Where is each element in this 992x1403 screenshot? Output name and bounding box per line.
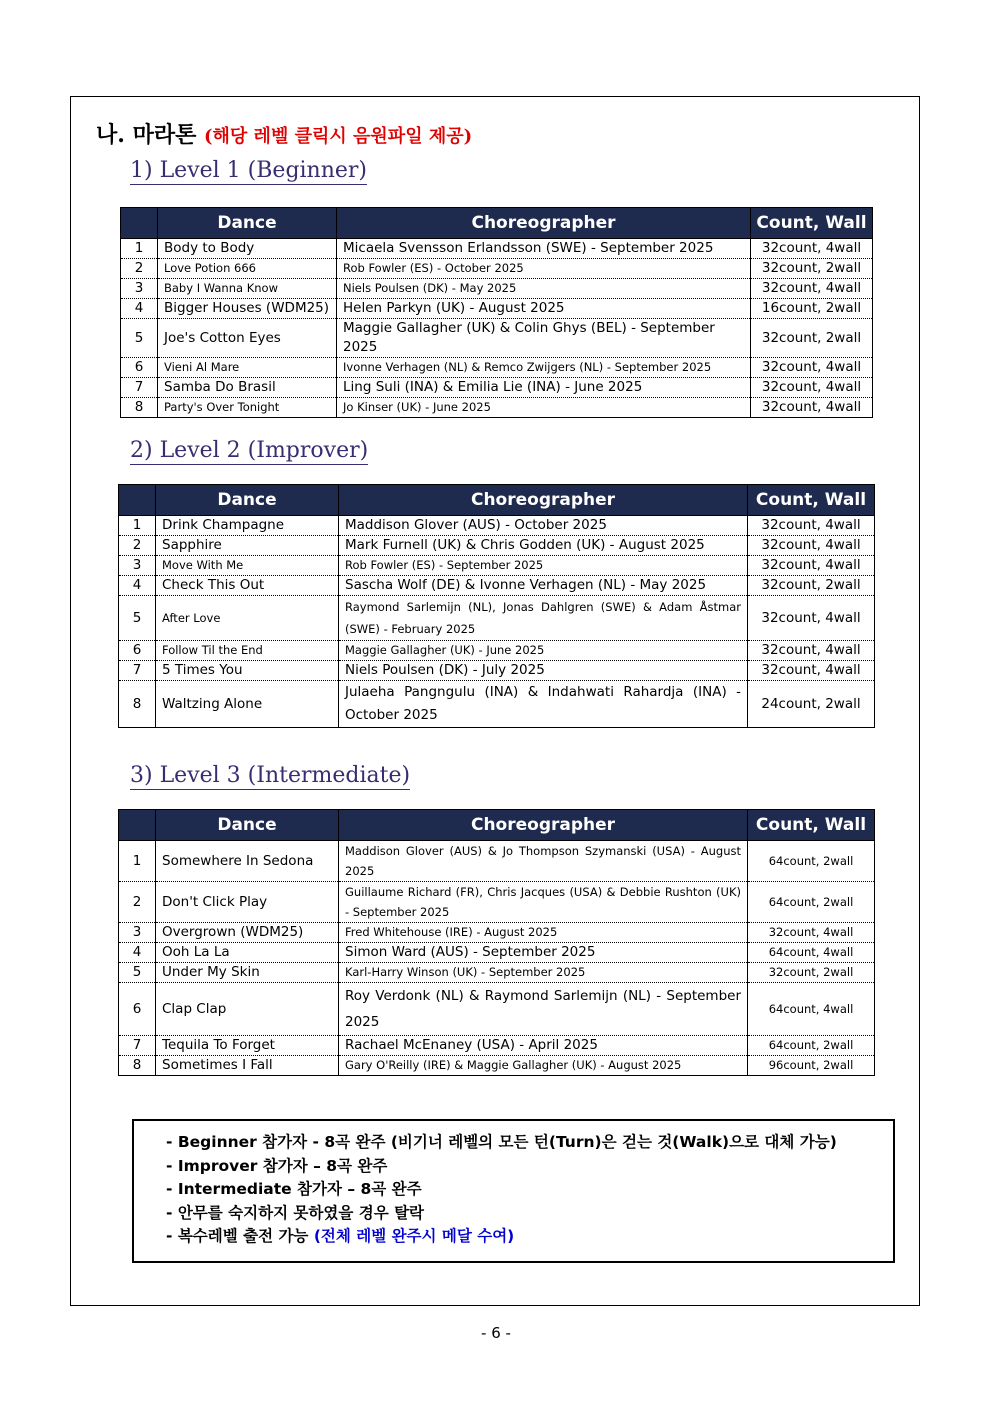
note-line-multi-level [166,1225,893,1249]
choreographer: Roy Verdonk (NL) & Raymond Sarlemijn (NL) - September 2025 [339,983,748,1036]
note-line-improver: - Improver 참가자 – 8곡 완주 [166,1156,388,1175]
count-wall: 64count, 4wall [748,983,875,1036]
level-2-link[interactable]: 2) Level 2 (Improver) [130,438,369,463]
dance-name: Overgrown (WDM25) [156,923,339,943]
row-number: 1 [119,516,156,536]
dance-name: Bigger Houses (WDM25) [158,299,337,319]
count-wall: 32count, 2wall [751,319,873,358]
row-number: 4 [119,576,156,596]
count-wall: 32count, 4wall [751,239,873,259]
row-number: 2 [119,882,156,923]
dance-name: Clap Clap [156,983,339,1036]
dance-name: Ooh La La [156,943,339,963]
table-row [119,681,875,728]
col-no [119,485,156,516]
choreographer: Guillaume Richard (FR), Chris Jacques (USA) & Debbie Rushton (UK) - September 2025 [339,882,748,923]
level-1-link[interactable]: 1) Level 1 (Beginner) [130,158,368,183]
table-row [119,596,875,641]
choreographer: Niels Poulsen (DK) - May 2025 [337,279,751,299]
choreographer: Mark Furnell (UK) & Chris Godden (UK) - August 2025 [339,536,748,556]
row-number: 6 [119,983,156,1036]
table-row [119,576,875,596]
col-dance: Dance [156,810,339,841]
table-row [121,378,873,398]
count-wall: 24count, 2wall [748,681,875,728]
dance-name: Move With Me [156,556,339,576]
row-number: 7 [121,378,158,398]
table-row [119,1056,875,1076]
row-number: 1 [121,239,158,259]
col-choreographer: Choreographer [339,485,748,516]
table-row [119,536,875,556]
choreographer: Julaeha Pangngulu (INA) & Indahwati Rahardja (INA) - October 2025 [339,681,748,728]
count-wall: 32count, 4wall [748,516,875,536]
row-number: 4 [121,299,158,319]
dance-name: Tequila To Forget [156,1036,339,1056]
dance-name: Love Potion 666 [158,259,337,279]
count-wall: 32count, 4wall [751,398,873,418]
row-number: 3 [119,556,156,576]
table-row [119,516,875,536]
col-choreographer: Choreographer [337,208,751,239]
dance-name: Waltzing Alone [156,681,339,728]
col-count-wall: Count, Wall [748,485,875,516]
choreographer: Maddison Glover (AUS) - October 2025 [339,516,748,536]
row-number: 8 [121,398,158,418]
row-number: 2 [119,536,156,556]
row-number: 6 [121,358,158,378]
table-row [121,319,873,358]
choreographer: Raymond Sarlemijn (NL), Jonas Dahlgren (SWE) & Adam Åstmar (SWE) - February 2025 [339,596,748,641]
page-number: - 6 - [481,1324,511,1342]
choreographer: Rob Fowler (ES) - October 2025 [337,259,751,279]
table-row [121,358,873,378]
choreographer: Ivonne Verhagen (NL) & Remco Zwijgers (NL) - September 2025 [337,358,751,378]
row-number: 3 [121,279,158,299]
table-row [119,983,875,1036]
level-3-table [118,809,875,1076]
heading-title: 나. 마라톤 [96,122,197,148]
table-row [119,661,875,681]
count-wall: 16count, 2wall [751,299,873,319]
count-wall: 32count, 4wall [748,661,875,681]
count-wall: 32count, 4wall [748,923,875,943]
heading-subtitle: (해당 레벨 클릭시 음원파일 제공) [204,126,473,147]
table-row [119,1036,875,1056]
choreographer: Fred Whitehouse (IRE) - August 2025 [339,923,748,943]
choreographer: Helen Parkyn (UK) - August 2025 [337,299,751,319]
table-row [121,398,873,418]
count-wall: 32count, 4wall [751,378,873,398]
level-3-link[interactable]: 3) Level 3 (Intermediate) [130,763,411,788]
row-number: 4 [119,943,156,963]
table-row [119,963,875,983]
choreographer: Karl-Harry Winson (UK) - September 2025 [339,963,748,983]
count-wall: 32count, 4wall [751,358,873,378]
dance-name: Baby I Wanna Know [158,279,337,299]
row-number: 1 [119,841,156,882]
table-row [119,882,875,923]
table-row [119,943,875,963]
table-row [119,556,875,576]
count-wall: 32count, 4wall [748,556,875,576]
note-line-beginner: - Beginner 참가자 - 8곡 완주 (비기너 레벨의 모든 턴(Turn)은 걷는 것(Walk)으로 대체 가능) [166,1133,837,1151]
choreographer: Maddison Glover (AUS) & Jo Thompson Szymanski (USA) - August 2025 [339,841,748,882]
table-row [121,299,873,319]
count-wall: 32count, 4wall [748,536,875,556]
choreographer: Gary O'Reilly (IRE) & Maggie Gallagher (UK) - August 2025 [339,1056,748,1076]
table-row [121,259,873,279]
dance-name: Drink Champagne [156,516,339,536]
col-dance: Dance [158,208,337,239]
count-wall: 32count, 4wall [748,596,875,641]
dance-name: 5 Times You [156,661,339,681]
table-row [119,641,875,661]
note-medal-text: (전체 레벨 완주시 메달 수여) [313,1227,515,1245]
choreographer: Micaela Svensson Erlandsson (SWE) - September 2025 [337,239,751,259]
level-1-table [120,207,873,418]
row-number: 5 [119,963,156,983]
section-heading [96,118,472,149]
row-number: 2 [121,259,158,279]
dance-name: Vieni Al Mare [158,358,337,378]
col-no [119,810,156,841]
choreographer: Maggie Gallagher (UK) & Colin Ghys (BEL) - September 2025 [337,319,751,358]
col-count-wall: Count, Wall [751,208,873,239]
choreographer: Niels Poulsen (DK) - July 2025 [339,661,748,681]
count-wall: 64count, 2wall [748,882,875,923]
count-wall: 64count, 2wall [748,841,875,882]
choreographer: Jo Kinser (UK) - June 2025 [337,398,751,418]
count-wall: 32count, 2wall [748,963,875,983]
row-number: 3 [119,923,156,943]
table-row [121,279,873,299]
row-number: 6 [119,641,156,661]
row-number: 5 [121,319,158,358]
row-number: 8 [119,1056,156,1076]
note-multi-level-text: - 복수레벨 출전 가능 [166,1227,314,1245]
rules-note-box [132,1119,895,1263]
dance-name: Body to Body [158,239,337,259]
table-row [119,841,875,882]
row-number: 5 [119,596,156,641]
dance-name: Sometimes I Fall [156,1056,339,1076]
count-wall: 32count, 4wall [751,279,873,299]
dance-name: Under My Skin [156,963,339,983]
col-choreographer: Choreographer [339,810,748,841]
dance-name: Check This Out [156,576,339,596]
count-wall: 32count, 4wall [748,641,875,661]
row-number: 7 [119,1036,156,1056]
table-row [119,923,875,943]
count-wall: 32count, 2wall [748,576,875,596]
choreographer: Rachael McEnaney (USA) - April 2025 [339,1036,748,1056]
row-number: 8 [119,681,156,728]
col-count-wall: Count, Wall [748,810,875,841]
choreographer: Simon Ward (AUS) - September 2025 [339,943,748,963]
choreographer: Ling Suli (INA) & Emilia Lie (INA) - June 2025 [337,378,751,398]
count-wall: 32count, 2wall [751,259,873,279]
dance-name: Follow Til the End [156,641,339,661]
dance-name: Joe's Cotton Eyes [158,319,337,358]
dance-name: Sapphire [156,536,339,556]
choreographer: Rob Fowler (ES) - September 2025 [339,556,748,576]
note-line-intermediate: - Intermediate 참가자 – 8곡 완주 [166,1180,422,1198]
dance-name: Samba Do Brasil [158,378,337,398]
choreographer: Maggie Gallagher (UK) - June 2025 [339,641,748,661]
dance-name: After Love [156,596,339,641]
choreographer: Sascha Wolf (DE) & Ivonne Verhagen (NL) - May 2025 [339,576,748,596]
row-number: 7 [119,661,156,681]
count-wall: 64count, 2wall [748,1036,875,1056]
level-2-table [118,484,875,728]
dance-name: Party's Over Tonight [158,398,337,418]
col-no [121,208,158,239]
dance-name: Somewhere In Sedona [156,841,339,882]
count-wall: 96count, 2wall [748,1056,875,1076]
count-wall: 64count, 4wall [748,943,875,963]
dance-name: Don't Click Play [156,882,339,923]
table-row [121,239,873,259]
note-line-elimination: - 안무를 숙지하지 못하였을 경우 탈락 [166,1203,425,1222]
col-dance: Dance [156,485,339,516]
